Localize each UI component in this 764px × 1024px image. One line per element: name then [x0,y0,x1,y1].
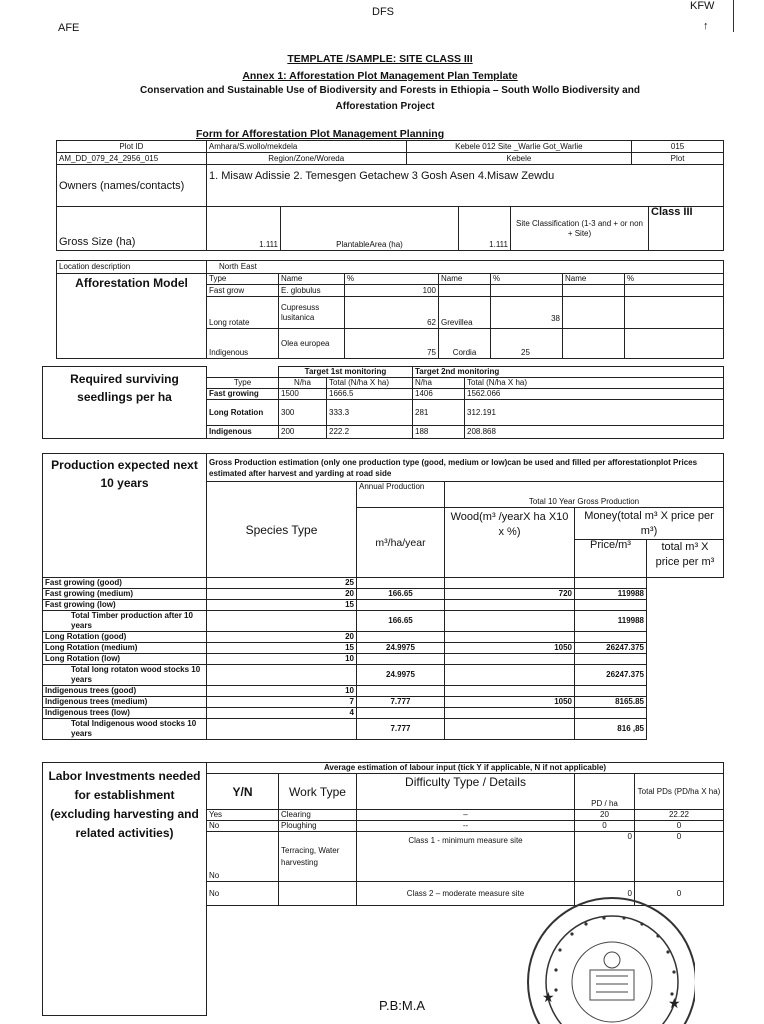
table-row [43,697,724,708]
production-wood [357,686,445,697]
table-row [43,643,724,654]
labor-work: Clearing [279,810,357,821]
labor-average-note: Average estimation of labour input (tick Y if applicable, N if not applicable) [207,763,724,774]
production-wood [357,578,445,589]
afforestation-head-pct-1: % [345,274,439,285]
labor-yn: No [207,821,279,832]
seedling-total-second: 312.191 [465,400,724,426]
production-annual: 15 [207,643,357,654]
production-species-name: Long Rotation (good) [43,632,207,643]
production-annual [207,665,357,686]
seedlings-head-nha-1: N/ha [279,378,327,389]
table-row [43,654,724,665]
plot-id-label: Plot ID [57,141,207,153]
production-species-name: Total Indigenous wood stocks 10 years [43,719,207,740]
annex-title: Annex 1: Afforestation Plot Management Plan Template [242,70,518,82]
labor-total: 22.22 [635,810,724,821]
production-species-name: Total Timber production after 10 years [43,611,207,632]
seedling-total-first: 222.2 [327,426,413,439]
gross-table [56,206,724,251]
production-total-money [575,686,647,697]
pd-ha-header: PD / ha [575,774,635,810]
official-seal-stamp [520,890,695,1024]
labor-detail: – [357,810,575,821]
species-name: Cupresuss lusitanica [279,297,345,329]
production-price [445,600,575,611]
seedling-total-second: 1562.066 [465,389,724,400]
labor-total: 0 [635,882,724,906]
seedling-total-first: 333.3 [327,400,413,426]
labor-pd: 20 [575,810,635,821]
seedlings-head-nha-2: N/ha [413,378,465,389]
afforestation-head-type: Type [207,274,279,285]
production-species-name: Long Rotation (medium) [43,643,207,654]
header-mark: ↑ [703,20,709,32]
production-price [445,708,575,719]
production-annual: 4 [207,708,357,719]
seedling-type: Fast growing [207,389,279,400]
production-total-money: 26247.375 [575,665,647,686]
plot-table [56,140,724,165]
seedling-n-second: 281 [413,400,465,426]
total-price-header: total m³ X price per m³ [647,540,724,578]
location-value: North East [207,261,724,274]
seedling-total-first: 1666.5 [327,389,413,400]
total-10-year-header: Total 10 Year Gross Production [445,482,724,508]
production-label: Production expected next 10 years [43,454,207,578]
species-percent [625,285,724,297]
seedlings-head-total-1: Total (N/ha X ha) [327,378,413,389]
seedling-n-first: 1500 [279,389,327,400]
production-total-money [575,600,647,611]
afforestation-type: Long rotate [207,297,279,329]
production-wood: 166.65 [357,611,445,632]
species-percent: 62 [345,297,439,329]
seedlings-table [42,366,724,439]
species-name: Grevillea [439,297,491,329]
production-annual: 20 [207,632,357,643]
target-first-monitoring: Target 1st monitoring [279,367,413,378]
production-total-money [575,578,647,589]
production-price [445,578,575,589]
plot-label: Plot [632,153,724,165]
price-header: Price/m³ [575,540,647,578]
species-name: E. globulus [279,285,345,297]
production-wood: 24.9975 [357,665,445,686]
total-pds-header: Total PDs (PD/ha X ha) [635,774,724,810]
seedlings-head-type: Type [207,378,279,389]
target-second-monitoring: Target 2nd monitoring [413,367,724,378]
species-name [563,297,625,329]
afforestation-head-pct-3: % [625,274,724,285]
species-percent: 100 [345,285,439,297]
labor-yn: Yes [207,810,279,821]
afforestation-type: Indigenous [207,329,279,359]
table-row [43,578,724,589]
gross-size-value: 1.111 [207,207,281,251]
production-species-name: Indigenous trees (low) [43,708,207,719]
species-percent: 75 [345,329,439,359]
production-wood [357,600,445,611]
production-wood [357,654,445,665]
seedling-n-first: 200 [279,426,327,439]
project-title-2: Afforestation Project [335,101,435,112]
table-row [43,589,724,600]
species-type-header: Species Type [207,482,357,578]
table-row [43,600,724,611]
seedlings-head-total-2: Total (N/ha X ha) [465,378,724,389]
species-percent: 25 [491,329,563,359]
form-title: Form for Afforestation Plot Management Planning [196,128,445,140]
money-header: Money(total m³ X price per m³) [575,508,724,540]
production-price: 1050 [445,697,575,708]
production-annual: 25 [207,578,357,589]
m3-ha-year-header: m³/ha/year [357,508,445,578]
labor-work [279,882,357,906]
species-name: Olea europea [279,329,345,359]
kebele-value: Kebele 012 Site _Warlie Got_Warlie [406,141,632,153]
afforestation-head-name-3: Name [563,274,625,285]
production-species-name: Long Rotation (low) [43,654,207,665]
production-annual: 10 [207,686,357,697]
production-annual: 15 [207,600,357,611]
seedling-n-second: 188 [413,426,465,439]
seedling-n-first: 300 [279,400,327,426]
production-wood: 7.777 [357,697,445,708]
production-price [445,686,575,697]
header-right: KFW [690,0,715,12]
production-annual [207,611,357,632]
labor-label: Labor Investments needed for establishment (excluding harvesting and related activities) [43,763,207,1016]
production-table [42,453,724,740]
labor-yn: No [207,832,279,882]
species-percent [625,329,724,359]
work-type-header: Work Type [279,774,357,810]
production-total-money: 119988 [575,589,647,600]
labor-detail: Class 1 - minimum measure site [357,832,575,882]
labor-pd: 0 [575,882,635,906]
seedlings-label: Required surviving seedlings per ha [43,367,207,439]
production-species-name: Fast growing (low) [43,600,207,611]
production-wood [357,708,445,719]
production-price [445,719,575,740]
production-wood: 7.777 [357,719,445,740]
yn-header: Y/N [207,774,279,810]
seedling-type: Long Rotation [207,400,279,426]
afforestation-head-name-1: Name [279,274,345,285]
labor-pd: 0 [575,821,635,832]
species-percent [625,297,724,329]
gross-size-label: Gross Size (ha) [57,207,207,251]
plot-number: 015 [632,141,724,153]
project-title-1: Conservation and Sustainable Use of Biodiversity and Forests in Ethiopia – South Wollo Biodiversity and [140,85,640,96]
table-row [43,665,724,686]
production-price: 1050 [445,643,575,654]
footer-initials: P.B:M.A [379,998,426,1013]
table-row [43,632,724,643]
owners-table [56,164,724,207]
production-wood: 24.9975 [357,643,445,654]
seedling-n-second: 1406 [413,389,465,400]
site-class-value: Class III [649,207,724,251]
site-class-label: Site Classification (1-3 and + or non + Site) [511,207,649,251]
labor-work: Terracing, Water harvesting [279,832,357,882]
seedling-type: Indigenous [207,426,279,439]
difficulty-header: Difficulty Type / Details [357,774,575,810]
production-price [445,632,575,643]
production-total-money [575,708,647,719]
production-total-money: 26247.375 [575,643,647,654]
plot-id-value: AM_DD_079_24_2956_015 [57,153,207,165]
production-annual: 10 [207,654,357,665]
header-center: DFS [372,6,394,18]
production-total-money: 119988 [575,611,647,632]
production-note: Gross Production estimation (only one production type (good, medium or low)can be used and filled per afforestationplot Prices estimated after harvest and yarding at road side [207,454,724,482]
afforestation-model-label: Afforestation Model [57,274,207,359]
afforestation-type: Fast grow [207,285,279,297]
annual-production-header: Annual Production [357,482,445,508]
afforestation-table [56,273,724,359]
production-total-money [575,632,647,643]
species-percent [491,285,563,297]
labor-detail: Class 2 – moderate measure site [357,882,575,906]
table-row [43,611,724,632]
production-species-name: Fast growing (medium) [43,589,207,600]
location-table [56,260,724,274]
edge-line [733,0,734,32]
kebele-label: Kebele [406,153,632,165]
plantable-area-value: 1.111 [459,207,511,251]
table-row [43,719,724,740]
production-annual [207,719,357,740]
production-price: 720 [445,589,575,600]
wood-header: Wood(m³ /yearX ha X10 x %) [445,508,575,578]
labor-detail: -- [357,821,575,832]
afforestation-head-pct-2: % [491,274,563,285]
svg-text:★: ★ [668,996,681,1012]
production-price [445,665,575,686]
species-name [563,285,625,297]
production-price [445,654,575,665]
afforestation-head-name-2: Name [439,274,491,285]
template-title: TEMPLATE /SAMPLE: SITE CLASS III [287,53,473,65]
labor-total: 0 [635,821,724,832]
production-species-name: Total long rotaton wood stocks 10 years [43,665,207,686]
svg-text:★: ★ [542,990,555,1006]
production-total-money [575,654,647,665]
region-label: Region/Zone/Woreda [206,153,406,165]
labor-work: Ploughing [279,821,357,832]
owners-value: 1. Misaw Adissie 2. Temesgen Getachew 3 Gosh Asen 4.Misaw Zewdu [207,165,724,207]
labor-total: 0 [635,832,724,882]
production-species-name: Indigenous trees (medium) [43,697,207,708]
production-total-money: 816 ,85 [575,719,647,740]
production-species-name: Fast growing (good) [43,578,207,589]
table-row [43,686,724,697]
labor-pd: 0 [575,832,635,882]
region-value: Amhara/S.wollo/mekdela [206,141,406,153]
seedlings-corner [207,367,279,378]
production-wood: 166.65 [357,589,445,600]
production-annual: 20 [207,589,357,600]
production-total-money: 8165.85 [575,697,647,708]
production-annual: 7 [207,697,357,708]
labor-yn: No [207,882,279,906]
production-price [445,611,575,632]
species-percent: 38 [491,297,563,329]
owners-label: Owners (names/contacts) [57,165,207,207]
species-name [563,329,625,359]
production-species-name: Indigenous trees (good) [43,686,207,697]
species-name: Cordia [439,329,491,359]
table-row [43,708,724,719]
seedling-total-second: 208.868 [465,426,724,439]
species-name [439,285,491,297]
location-label: Location description [57,261,207,274]
header-left: AFE [58,22,80,34]
plantable-area-label: PlantableArea (ha) [281,207,459,251]
production-wood [357,632,445,643]
